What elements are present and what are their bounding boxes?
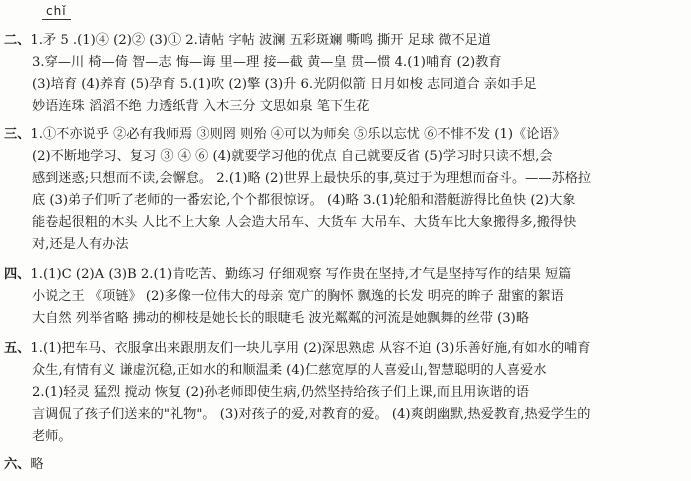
- section-5-text-1: 1.(1)把车马、衣服拿出来跟朋友们一块儿享用 (2)深思熟虑 从容不迫 (3)乐善好施,有如水的哺育: [30, 341, 591, 356]
- section-5-text-4: 言调侃了孩子们送来的"礼物"。 (3)对孩子的爱,对教育的爱。 (4)爽朗幽默,热爱教育,热爱学生的: [32, 407, 591, 422]
- section-2-line-3: [32, 74, 684, 96]
- section-2-line-4: [32, 96, 684, 118]
- section-3-label: 三、: [4, 127, 31, 142]
- section-6-text-1: 略: [30, 457, 44, 472]
- section-5-text-5: 老师。: [32, 429, 72, 444]
- section-2-text-1: 1.矛 5 .(1)④ (2)② (3)① 2.请帖 字帖 波澜 五彩斑斓 嘶鸣 撕开 足球 微不足道: [30, 33, 491, 48]
- section-3-text-2: (2)不断地学习、复习 ③ ④ ⑥ (4)就要学习他的优点 自己就要反省 (5)学习时只读不想,会: [32, 149, 553, 164]
- section-5-line-5: [32, 426, 684, 448]
- section-5-line-3: [32, 382, 684, 404]
- section-3-line-5: [32, 212, 684, 234]
- section-4-label: 四、: [4, 267, 31, 282]
- section-2-label: 二、: [4, 33, 31, 48]
- section-6-line-1: [4, 454, 684, 476]
- section-3-text-3: 感到迷惑;只想而不读,会懈怠。 2.(1)略 (2)世界上最快乐的事,莫过于为理想而奋斗。——苏格拉: [32, 171, 592, 186]
- section-5-text-2: 众生,有情有义 谦虚沉稳,正如水的和顺温柔 (4)仁慈宽厚的人喜爱山,智慧聪明的人喜爱水: [32, 363, 547, 378]
- section-2-text-2: 3.穿—川 椅—倚 智—志 悔—诲 里—理 接—截 黄—皇 贯—惯 4.(1)哺育 (2)教育: [32, 55, 502, 70]
- section-5-label: 五、: [4, 341, 31, 356]
- section-5-line-1: [4, 338, 684, 360]
- section-3-line-2: [32, 146, 684, 168]
- section-2-line-2: [32, 52, 684, 74]
- section-3-text-5: 能卷起很粗的木头 人比不上大象 人会造大吊车、大货车 大吊车、大货车比大象搬得多,搬得快: [32, 215, 577, 230]
- section-6-label: 六、: [4, 457, 31, 472]
- section-3-line-6: [32, 234, 684, 256]
- pinyin-annotation: chǐ: [46, 4, 67, 18]
- section-3-text-1: 1.①不亦说乎 ②必有我师焉 ③则罔 则殆 ④可以为师矣 ⑤乐以忘忧 ⑥不悱不发 (1)《论语》: [30, 127, 566, 142]
- section-4-line-2: [32, 286, 684, 308]
- section-3-text-4: 底 (3)弟子们听了老师的一番宏论,个个都很惊讶。 (4)略 3.(1)轮船和潜艇游得比鱼快 (2)大象: [32, 193, 576, 208]
- section-2-text-3: (3)培育 (4)养育 (5)孕育 5.(1)吹 (2)擎 (3)升 6.光阴似箭 日月如梭 志同道合 亲如手足: [32, 77, 537, 92]
- section-2-text-4: 妙语连珠 滔滔不绝 力透纸背 入木三分 文思如泉 笔下生花: [32, 99, 370, 114]
- section-3-line-1: [4, 124, 684, 146]
- section-4-text-2: 小说之王 《项链》 (2)多像一位伟大的母亲 宽广的胸怀 飘逸的长发 明亮的眸子 甜蜜的絮语: [32, 289, 564, 304]
- section-5-line-2: [32, 360, 684, 382]
- section-3-line-4: [32, 190, 684, 212]
- section-4-text-1: 1.(1)C (2)A (3)B 2.(1)肯吃苦、勤练习 仔细观察 写作贵在坚持,才气是坚持写作的结果 短篇: [30, 267, 572, 282]
- section-4-text-3: 大自然 列举省略 拂动的柳枝是她长长的眼睫毛 波光粼粼的河流是她飘舞的丝带 (3)略: [32, 311, 530, 326]
- section-3-line-3: [32, 168, 684, 190]
- section-3-text-6: 对,还是人有办法: [32, 237, 129, 252]
- section-5-line-4: [32, 404, 684, 426]
- section-4-line-1: [4, 264, 684, 286]
- section-4-line-3: [32, 308, 684, 330]
- section-5-text-3: 2.(1)轻灵 猛烈 搅动 恢复 (2)孙老师即使生病,仍然坚持给孩子们上课,而且用诙谐的语: [32, 385, 530, 400]
- section-2-line-1: [4, 30, 684, 52]
